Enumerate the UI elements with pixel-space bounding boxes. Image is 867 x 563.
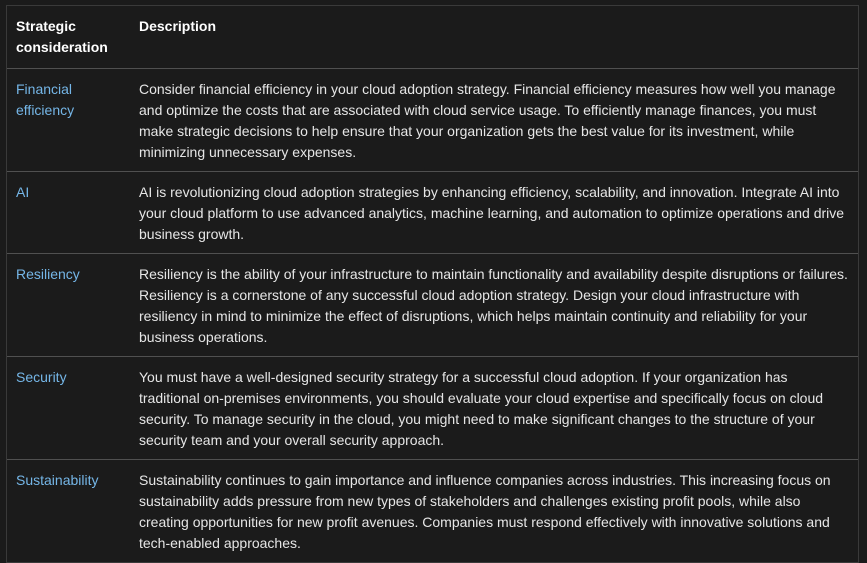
table-row (7, 460, 858, 563)
description-cell: Consider financial efficiency in your cloud adoption strategy. Financial efficiency measures how well you manage and optimize the costs that are associated with cloud service usage. To efficiently manage finances, you must make strategic decisions to help ensure that your organization gets the best value for its investment, while minimizing unnecessary expenses. (130, 69, 858, 172)
header-row (7, 6, 858, 69)
consideration-link-resiliency[interactable]: Resiliency (16, 266, 80, 282)
table-row (7, 254, 858, 357)
description-cell: Sustainability continues to gain importance and influence companies across industries. This increasing focus on sustainability adds pressure from new types of stakeholders and challenges existing profit pools, while also creating opportunities for new profit avenues. Companies must respond effectively with innovative solutions and tech-enabled approaches. (130, 460, 858, 563)
consideration-link-financial-efficiency[interactable]: Financial efficiency (16, 81, 75, 118)
consideration-cell (7, 254, 130, 357)
consideration-link-sustainability[interactable]: Sustainability (16, 472, 99, 488)
strategic-considerations-table-container (6, 5, 859, 563)
header-description: Description (130, 6, 858, 69)
description-cell: AI is revolutionizing cloud adoption strategies by enhancing efficiency, scalability, and innovation. Integrate AI into your cloud platform to use advanced analytics, machine learning, and automation to optimize operations and drive business growth. (130, 172, 858, 254)
description-cell: You must have a well-designed security strategy for a successful cloud adoption. If your organization has traditional on-premises environments, you should evaluate your cloud expertise and specifically focus on cloud security. To manage security in the cloud, you might need to make significant changes to the structure of your security team and your overall security approach. (130, 357, 858, 460)
consideration-link-security[interactable]: Security (16, 369, 67, 385)
header-strategic-consideration: Strategic consideration (7, 6, 130, 69)
consideration-cell (7, 460, 130, 563)
consideration-link-ai[interactable]: AI (16, 184, 30, 200)
consideration-cell (7, 357, 130, 460)
table-row (7, 357, 858, 460)
table-row (7, 69, 858, 172)
table-header (7, 6, 858, 69)
table-body (7, 69, 858, 563)
strategic-considerations-table (7, 6, 858, 562)
consideration-cell (7, 69, 130, 172)
description-cell: Resiliency is the ability of your infrastructure to maintain functionality and availability despite disruptions or failures. Resiliency is a cornerstone of any successful cloud adoption strategy. Design your cloud infrastructure with resiliency in mind to minimize the effect of disruptions, which helps maintain continuity and reliability for your business operations. (130, 254, 858, 357)
table-row (7, 172, 858, 254)
consideration-cell (7, 172, 130, 254)
